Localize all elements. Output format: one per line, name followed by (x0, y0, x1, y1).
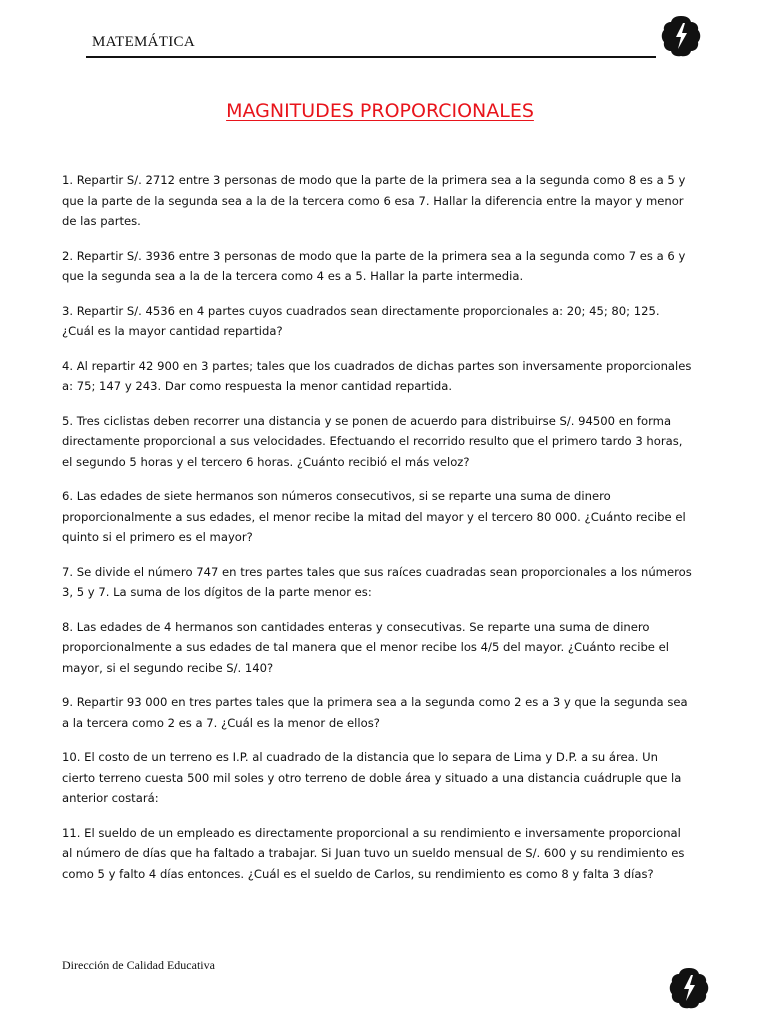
problem-item: 7. Se divide el número 747 en tres partes tales que sus raíces cuadradas sean proporcionales a los números 3, 5 y 7. La suma de los dígitos de la parte menor es: (62, 564, 692, 599)
problem-item: 8. Las edades de 4 hermanos son cantidades enteras y consecutivas. Se reparte una suma de dinero proporcionalmente a sus edades de tal manera que el menor recibe los 4/5 del mayor. ¿Cuánto recibe el mayor, si el segundo recibe S/. 140? (62, 619, 669, 675)
problem-list (62, 170, 692, 898)
problem-item: 10. El costo de un terreno es I.P. al cuadrado de la distancia que lo separa de Lima y D.P. a su área. Un cierto terreno cuesta 500 mil soles y otro terreno de doble área y situado a una distancia cuádruple que la anterior costará: (62, 750, 682, 805)
problem-item: 5. Tres ciclistas deben recorrer una distancia y se ponen de acuerdo para distribuirse S/. 94500 en forma directamente proporcional a sus velocidades. Efectuando el recorrido resulto que el primero tardo 3 horas, el segundo 5 horas y el tercero 6 horas. ¿Cuánto recibió el más veloz? (62, 413, 683, 469)
problem-item: 4. Al repartir 42 900 en 3 partes; tales que los cuadrados de dichas partes son inversamente proporcionales a: 75; 147 y 243. Dar como respuesta la menor cantidad repartida. (62, 358, 692, 393)
problem-item: 11. El sueldo de un empleado es directamente proporcional a su rendimiento e inversamente proporcional al número de días que ha faltado a trabajar. Si Juan tuvo un sueldo mensual de S/. 600 y su rendimiento es como 5 y falto 4 días entonces. ¿Cuál es el sueldo de Carlos, su rendimiento es como 8 y falta 3 días? (62, 825, 685, 881)
footer-text: Dirección de Calidad Educativa (62, 958, 215, 972)
problem-item: 2. Repartir S/. 3936 entre 3 personas de modo que la parte de la primera sea a la segunda como 7 es a 6 y que la segunda sea a la de la tercera como 4 es a 5. Hallar la parte intermedia. (62, 248, 686, 283)
document-title: MAGNITUDES PROPORCIONALES (226, 100, 534, 122)
brain-bolt-icon (669, 966, 709, 1010)
header-subject: MATEMÁTICA (92, 34, 195, 50)
brain-bolt-icon (661, 14, 701, 58)
problem-item: 9. Repartir 93 000 en tres partes tales que la primera sea a la segunda como 2 es a 3 y que la segunda sea a la tercera como 2 es a 7. ¿Cuál es la menor de ellos? (62, 695, 688, 730)
problem-item: 1. Repartir S/. 2712 entre 3 personas de modo que la parte de la primera sea a la segunda como 8 es a 5 y que la parte de la segunda sea a la de la tercera como 6 esa 7. Hallar la diferencia entre la mayor y menor de las partes. (62, 173, 686, 228)
problem-item: 6. Las edades de siete hermanos son números consecutivos, si se reparte una suma de dinero proporcionalmente a sus edades, el menor recibe la mitad del mayor y el tercero 80 000. ¿Cuánto recibe el quinto si el primero es el mayor? (62, 489, 686, 544)
header-divider (86, 56, 656, 58)
problem-item: 3. Repartir S/. 4536 en 4 partes cuyos cuadrados sean directamente proporcionales a: 20; 45; 80; 125. ¿Cuál es la mayor cantidad repartida? (62, 303, 660, 338)
